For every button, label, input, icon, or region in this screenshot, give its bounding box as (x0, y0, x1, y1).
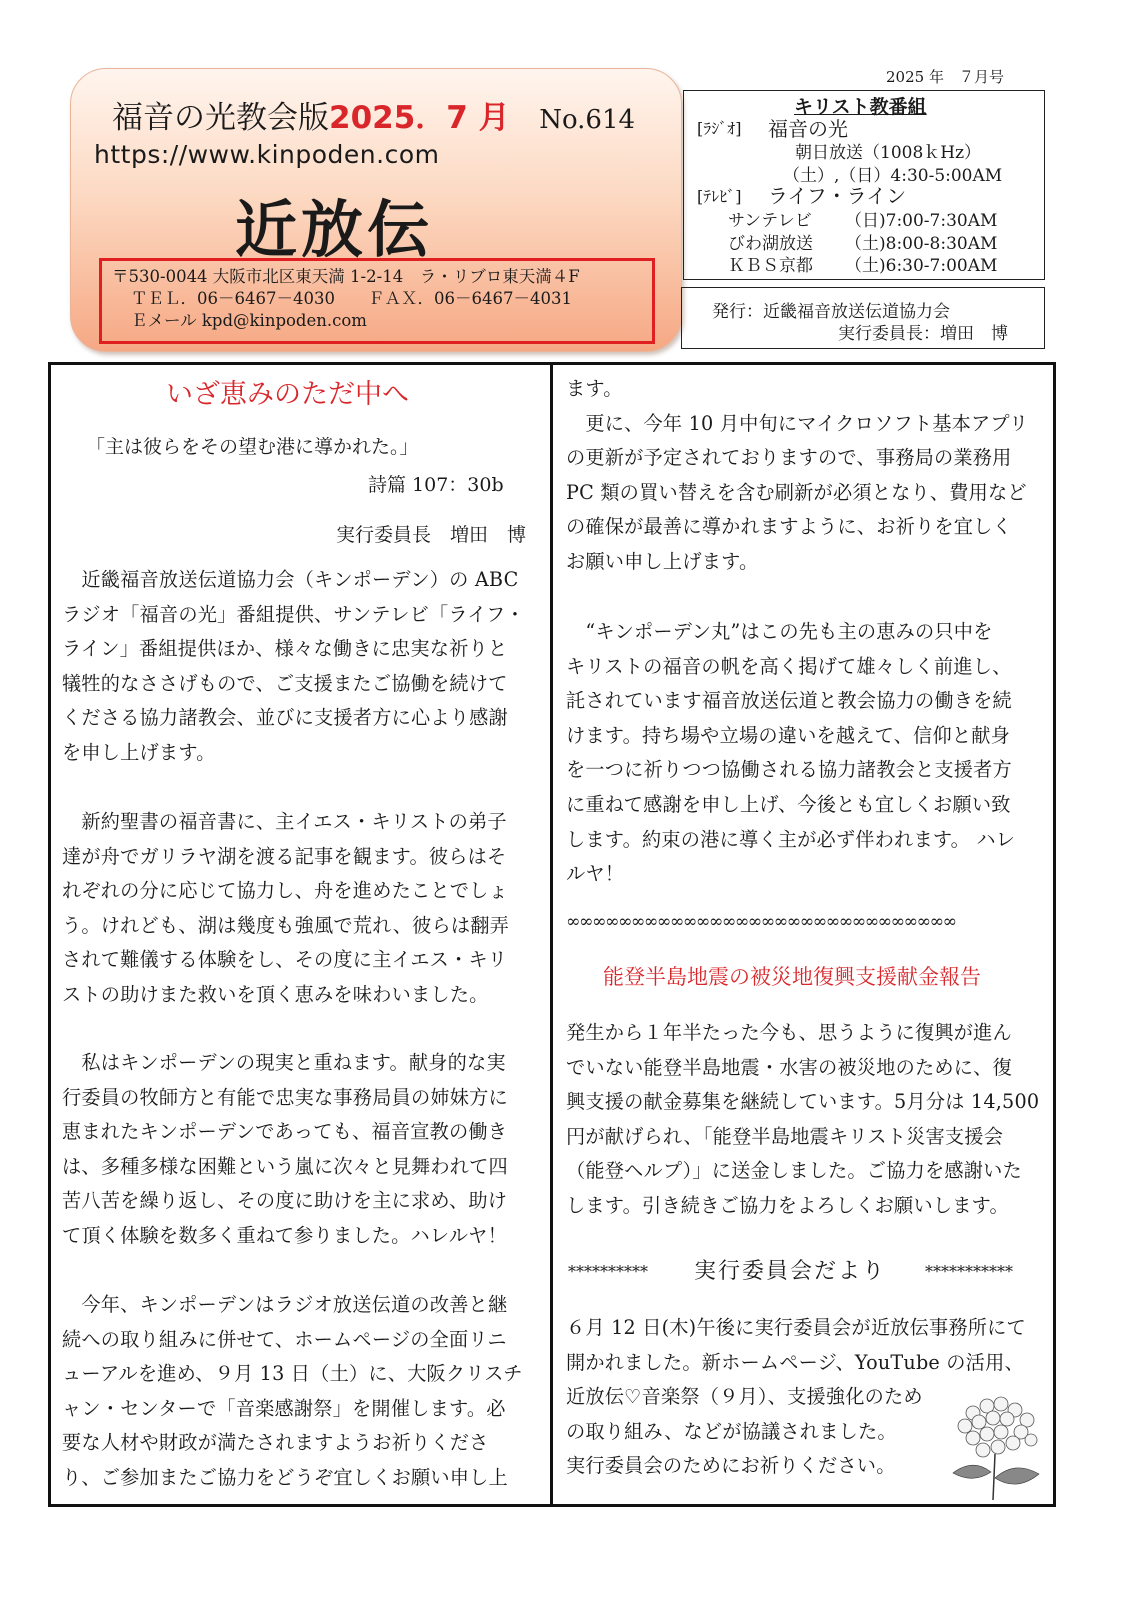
text-line: り、ご参加またご協力をどうぞ宜しくお願い申し上 (62, 1465, 508, 1489)
tv-time: （日)7:00-7:30AM (845, 211, 998, 231)
article-paragraph (62, 805, 509, 1013)
email-line[interactable]: Ｅメール kpd@kinpoden.com (131, 311, 367, 330)
tv-program-name: ライフ・ライン (768, 184, 907, 208)
text-line: の確保が最善に導かれますように、お祈りを宜しく (566, 515, 1012, 539)
text-line: 近畿福音放送伝道協力会（キンポーデン）の ABC (62, 568, 519, 591)
donation-report-title: 能登半島地震の被災地復興支援献金報告 (603, 965, 981, 989)
radio-program-name: 福音の光 (768, 117, 848, 141)
text-line: ６月 12 日(木)午後に実行委員会が近放伝事務所にて (566, 1316, 1026, 1339)
text-line: されて難儀する体験をし、その度に主イエス・キリ (62, 948, 508, 972)
text-line: キリストの福音の帆を高く掲げて雄々しく前進し、 (566, 654, 1012, 678)
text-line: ラジオ「福音の光」番組提供、サンテレビ「ライフ・ (62, 602, 525, 626)
tv-station: びわ湖放送 (728, 234, 813, 254)
church-edition: 福音の光教会版 (112, 100, 329, 136)
text-line: 開かれました。新ホームページ、YouTube の活用、 (566, 1350, 1024, 1374)
text-line: ます。 (566, 377, 623, 400)
text-line: の更新が予定されておりますので、事務局の業務用 (566, 446, 1012, 470)
text-line: くださる協力諸教会、並びに支援者方に心より感謝 (62, 706, 508, 730)
text-line: 近放伝♡音楽祭（９月）、支援強化のため (566, 1385, 923, 1409)
text-line: う。けれども、湖は幾度も強風で荒れ、彼らは翻弄 (62, 913, 510, 937)
text-line: て頂く体験を数多く重ねて参りました。ハレルヤ！ (62, 1223, 507, 1247)
stars-right: *********** (925, 1262, 1013, 1281)
infinity-divider: ∞∞∞∞∞∞∞∞∞∞∞∞∞∞∞∞∞∞∞∞∞∞∞∞∞∞∞∞∞∞ (566, 912, 956, 932)
stars-left: ********** (568, 1262, 648, 1281)
text-line: 犠牲的なささげもので、ご支援またご協働を続けて (62, 671, 508, 695)
publisher-name: 発行：近畿福音放送伝道協力会 (712, 302, 950, 322)
article-title: いざ恵みのただ中へ (166, 379, 409, 410)
radio-time: （土）,（日）4:30-5:00AM (783, 166, 1003, 186)
radio-tag: [ﾗｼﾞｵ] (697, 119, 742, 138)
text-line: の取り組み、などが協議されました。 (566, 1419, 897, 1443)
text-line: を申し上げます。 (62, 740, 216, 764)
text-line: ストの助けまた救いを頂く恵みを味わいました。 (62, 982, 489, 1006)
phone-fax-line: ＴＥＬ．06－6467－4030 ＦＡＸ．06－6467－4031 (131, 289, 572, 308)
text-line: 円が献げられ、「能登半島地震キリスト災害支援会 (566, 1124, 1004, 1148)
tv-time: （土)6:30-7:00AM (845, 256, 998, 276)
text-line: 達が舟でガリラヤ湖を渡る記事を観ます。彼らはそ (62, 844, 507, 868)
article-paragraph (566, 615, 1015, 892)
text-line: 発生から１年半たった今も、思うように復興が進ん (566, 1021, 1012, 1044)
text-line: PC 類の買い替えを含む刷新が必須となり、費用など (566, 480, 1027, 504)
article-paragraph (62, 563, 525, 771)
text-line: ューアルを進め、９月 13 日（土）に、大阪クリスチ (62, 1362, 523, 1386)
newsletter-title: 近放伝 (235, 193, 434, 266)
text-line: 新約聖書の福音書に、主イエス・キリストの弟子 (62, 810, 507, 833)
text-line: 実行委員会のためにお祈りください。 (566, 1454, 896, 1478)
text-line: は、多種多様な困難という嵐に次々と見舞われて四 (62, 1154, 508, 1178)
text-line: 今年、キンポーデンはラジオ放送伝道の改善と継 (62, 1293, 508, 1316)
text-line: します。約束の港に導く主が必ず伴われます。 ハレ (566, 827, 1016, 851)
donation-report-body (566, 1016, 1039, 1224)
issue-date: 2025 年 ７月号 (886, 68, 1004, 86)
issue-number: No.614 (539, 105, 636, 135)
text-line: 恵まれたキンポーデンであっても、福音宣教の働き (62, 1120, 508, 1144)
text-line: 興支援の献金募集を継続しています。5月分は 14,500 (566, 1090, 1040, 1114)
text-line: でいない能登半島地震・水害の被災地のために、復 (566, 1055, 1012, 1079)
committee-news-title: 実行委員会だより (694, 1259, 887, 1284)
text-line: （能登ヘルプ）」に送金しました。ご協力を感謝いた (566, 1159, 1022, 1183)
radio-station: 朝日放送（1008ｋHz） (795, 143, 982, 163)
scripture-reference: 詩篇 107：30b (368, 474, 504, 496)
address-line: 〒530-0044 大阪市北区東天満 1-2-14 ラ・リブロ東天満４F (112, 267, 580, 286)
tv-time: （土)8:00-8:30AM (845, 234, 998, 254)
text-line: 私はキンポーデンの現実と重ねます。献身的な実 (62, 1051, 506, 1074)
text-line: します。引き続きご協力をよろしくお願いします。 (566, 1193, 1009, 1217)
text-line: れぞれの分に応じて協力し、舟を進めたことでしょ (62, 879, 508, 903)
tv-station: サンテレビ (728, 211, 812, 231)
text-line: お願い申し上げます。 (566, 549, 759, 573)
program-schedule-title: キリスト教番組 (794, 96, 927, 118)
article-paragraph (566, 372, 1028, 580)
text-line: 続への取り組みに併せて、ホームページの全面リニ (62, 1327, 507, 1351)
text-line: 行委員の牧師方と有能で忠実な事務局員の姉妹方に (62, 1085, 508, 1109)
text-line: ライン」番組提供ほか、様々な働きに忠実な祈りと (62, 637, 508, 661)
publisher-chair: 実行委員長：増田 博 (838, 324, 1008, 344)
text-line: ャン・センターで「音楽感謝祭」を開催します。必 (62, 1396, 506, 1420)
text-line: 苦八苦を繰り返し、その度に助けを主に求め、助け (62, 1189, 508, 1213)
article-paragraph (62, 1046, 508, 1254)
text-line: 要な人材や財政が満たされますようお祈りくださ (62, 1431, 489, 1455)
tv-tag: [ﾃﾚﾋﾞ] (697, 187, 742, 206)
text-line: 更に、今年 10 月中旬にマイクロソフト基本アプリ (566, 411, 1029, 435)
tv-station: ＫＢＳ京都 (728, 256, 813, 276)
text-line: ルヤ！ (566, 862, 625, 886)
masthead-edition-line (112, 92, 635, 137)
article-author: 実行委員長 増田 博 (336, 524, 527, 546)
hydrangea-illustration (943, 1388, 1045, 1503)
issue-year-month: 2025．7 月 (329, 100, 510, 136)
text-line: を一つに祈りつつ協働される協力諸教会と支援者方 (566, 758, 1012, 782)
text-line: “キンポーデン丸”はこの先も主の恵みの只中を (566, 620, 993, 643)
text-line: 託されています福音放送伝道と教会協力の働きを続 (566, 689, 1012, 713)
text-line: けます。持ち場や立場の違いを越えて、信仰と献身 (566, 723, 1010, 747)
text-line: に重ねて感謝を申し上げ、今後とも宜しくお願い致 (566, 792, 1011, 816)
article-paragraph (62, 1288, 523, 1496)
website-url[interactable]: https://www.kinpoden.com (94, 140, 440, 169)
scripture-verse: 「主は彼らをその望む港に導かれた。」 (86, 436, 419, 458)
